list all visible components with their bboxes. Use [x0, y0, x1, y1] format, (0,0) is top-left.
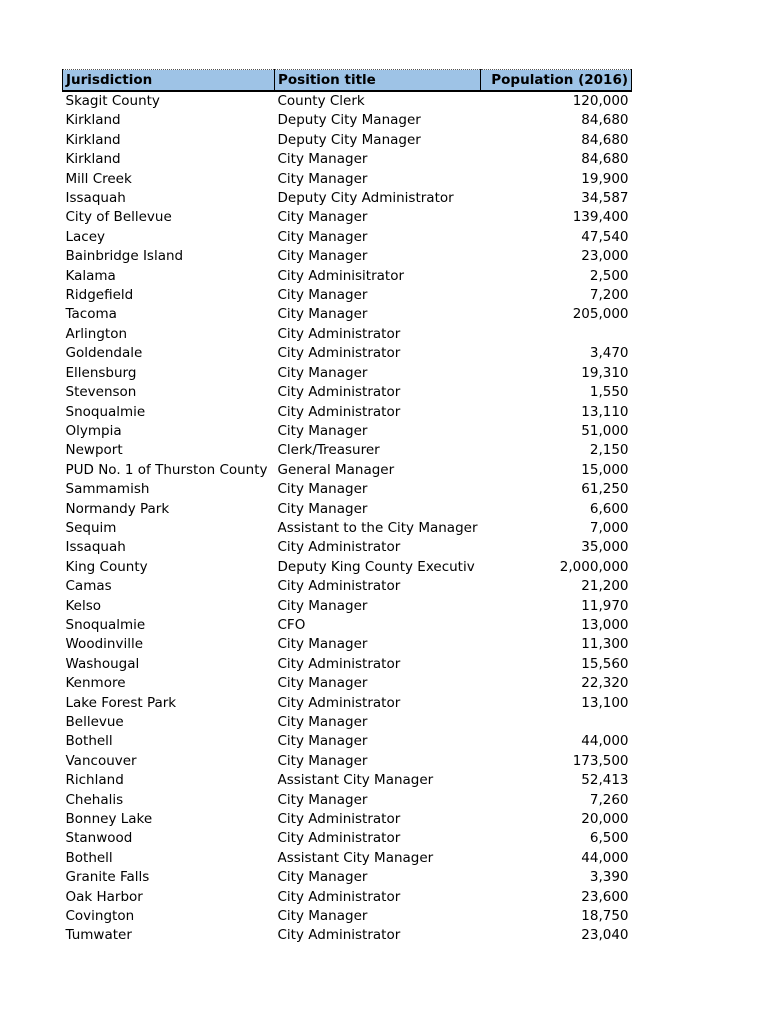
cell-jurisdiction[interactable]: Vancouver — [65, 752, 137, 769]
cell-position-title[interactable]: Deputy King County Executiv — [277, 558, 475, 575]
cell-jurisdiction[interactable]: Stevenson — [65, 384, 137, 401]
cell-position-title[interactable]: City Manager — [277, 422, 368, 439]
cell-position-title[interactable]: City Manager — [277, 869, 368, 886]
table-row — [63, 538, 632, 557]
cell-position-title[interactable]: Assistant to the City Manager — [277, 519, 478, 536]
cell-jurisdiction[interactable]: Washougal — [65, 655, 140, 672]
cell-population[interactable]: 13,000 — [581, 616, 629, 633]
cell-position-title[interactable]: City Manager — [277, 675, 368, 692]
cell-population[interactable]: 15,000 — [581, 461, 629, 478]
cell-jurisdiction[interactable]: Tumwater — [65, 927, 132, 944]
cell-jurisdiction[interactable]: Olympia — [65, 422, 122, 439]
cell-position-title[interactable]: City Manager — [277, 791, 368, 808]
table-row — [63, 189, 632, 208]
cell-population[interactable]: 173,500 — [572, 752, 629, 769]
cell-position-title[interactable]: City Administrator — [277, 694, 401, 711]
cell-population[interactable]: 84,680 — [581, 112, 629, 129]
cell-position-title[interactable]: City Adminisitrator — [277, 267, 405, 284]
cell-jurisdiction[interactable]: Granite Falls — [65, 869, 150, 886]
cell-position-title[interactable]: City Administrator — [277, 655, 401, 672]
cell-jurisdiction[interactable]: Sammamish — [65, 481, 150, 498]
cell-position-title[interactable]: City Administrator — [277, 927, 401, 944]
table-row — [63, 810, 632, 829]
cell-position-title[interactable]: General Manager — [277, 461, 395, 478]
cell-population[interactable]: 44,000 — [581, 733, 629, 750]
cell-position-title[interactable]: Assistant City Manager — [277, 772, 434, 789]
cell-population[interactable] — [481, 325, 632, 344]
cell-population[interactable]: 44,000 — [581, 849, 629, 866]
table-row — [63, 480, 632, 499]
cell-population[interactable]: 84,680 — [581, 151, 629, 168]
cell-jurisdiction[interactable]: Mill Creek — [65, 170, 132, 187]
cell-position-title[interactable]: Clerk/Treasurer — [277, 442, 380, 459]
cell-population[interactable]: 3,470 — [589, 345, 629, 362]
table-row — [63, 150, 632, 169]
table-row — [63, 344, 632, 363]
table-row — [63, 791, 632, 810]
table-row — [63, 752, 632, 771]
table-row — [63, 519, 632, 538]
cell-jurisdiction[interactable]: Richland — [65, 772, 124, 789]
cell-population[interactable]: 23,040 — [581, 927, 629, 944]
cell-population[interactable]: 3,390 — [589, 869, 629, 886]
table-row — [63, 131, 632, 150]
cell-jurisdiction[interactable]: Skagit County — [65, 93, 160, 109]
cell-jurisdiction[interactable]: Bainbridge Island — [65, 248, 184, 265]
table-row — [63, 694, 632, 713]
cell-jurisdiction[interactable]: Tacoma — [65, 306, 117, 323]
table-row — [63, 500, 632, 519]
table-row — [63, 597, 632, 616]
cell-jurisdiction[interactable]: PUD No. 1 of Thurston County — [65, 461, 268, 478]
table-row — [63, 208, 632, 227]
table-row — [63, 111, 632, 130]
table-row — [63, 364, 632, 383]
table-row — [63, 849, 632, 868]
cell-population[interactable]: 139,400 — [572, 209, 629, 226]
cell-population[interactable]: 15,560 — [581, 655, 629, 672]
table-body — [63, 91, 632, 946]
cell-population[interactable]: 52,413 — [581, 772, 629, 789]
cell-position-title[interactable]: CFO — [277, 616, 306, 633]
table-row — [63, 170, 632, 189]
cell-jurisdiction[interactable]: Lacey — [65, 228, 106, 245]
cell-position-title[interactable]: Deputy City Administrator — [277, 190, 454, 207]
cell-jurisdiction[interactable]: Newport — [65, 442, 123, 459]
table-row — [63, 403, 632, 422]
cell-position-title[interactable]: City Manager — [277, 228, 368, 245]
cell-position-title[interactable]: City Administrator — [277, 345, 401, 362]
table-row — [63, 829, 632, 848]
table-row — [63, 441, 632, 460]
cell-population[interactable]: 84,680 — [581, 131, 629, 148]
cell-jurisdiction[interactable]: Lake Forest Park — [65, 694, 177, 711]
table-row — [63, 635, 632, 654]
cell-jurisdiction[interactable]: Goldendale — [65, 345, 143, 362]
cell-position-title[interactable]: City Administrator — [277, 325, 401, 342]
table-row — [63, 305, 632, 324]
cell-position-title[interactable]: City Manager — [277, 636, 368, 653]
cell-position-title[interactable]: City Manager — [277, 908, 368, 925]
cell-position-title[interactable]: City Administrator — [277, 888, 401, 905]
cell-jurisdiction[interactable]: Ellensburg — [65, 364, 137, 381]
cell-jurisdiction[interactable]: Bonney Lake — [65, 811, 153, 828]
table-row — [63, 286, 632, 305]
cell-jurisdiction[interactable]: Woodinville — [65, 636, 143, 653]
column-header-position-title[interactable]: Position title — [275, 70, 481, 92]
cell-position-title[interactable]: City Administrator — [277, 830, 401, 847]
cell-population[interactable]: 34,587 — [581, 190, 629, 207]
cell-jurisdiction[interactable]: Kirkland — [65, 151, 121, 168]
cell-population[interactable]: 6,600 — [589, 500, 629, 517]
cell-population[interactable]: 13,110 — [581, 403, 629, 420]
table-row — [63, 558, 632, 577]
table-row — [63, 325, 632, 344]
cell-jurisdiction[interactable]: Snoqualmie — [65, 616, 146, 633]
cell-position-title[interactable]: City Manager — [277, 151, 368, 168]
table-row — [63, 577, 632, 596]
column-header-jurisdiction[interactable]: Jurisdiction — [63, 70, 275, 92]
table-row — [63, 422, 632, 441]
cell-jurisdiction[interactable]: Kenmore — [65, 675, 126, 692]
cell-population[interactable]: 19,310 — [581, 364, 629, 381]
cell-population[interactable]: 7,000 — [589, 519, 629, 536]
cell-jurisdiction[interactable]: Stanwood — [65, 830, 133, 847]
cell-population[interactable]: 7,200 — [589, 287, 629, 304]
table-row — [63, 228, 632, 247]
cell-jurisdiction[interactable]: Normandy Park — [65, 500, 170, 517]
table-row — [63, 888, 632, 907]
table-row — [63, 616, 632, 635]
cell-population[interactable]: 13,100 — [581, 694, 629, 711]
cell-population[interactable]: 1,550 — [589, 384, 629, 401]
cell-population[interactable]: 18,750 — [581, 908, 629, 925]
cell-position-title[interactable]: City Administrator — [277, 578, 401, 595]
cell-population[interactable]: 11,970 — [581, 597, 629, 614]
cell-jurisdiction[interactable]: Kelso — [65, 597, 102, 614]
table-row — [63, 461, 632, 480]
cell-population[interactable]: 2,500 — [589, 267, 629, 284]
cell-position-title[interactable]: City Manager — [277, 209, 368, 226]
cell-jurisdiction[interactable]: Chehalis — [65, 791, 124, 808]
cell-population[interactable]: 47,540 — [581, 228, 629, 245]
cell-jurisdiction[interactable]: Bellevue — [65, 714, 124, 730]
cell-position-title[interactable]: City Manager — [277, 248, 368, 265]
table-row — [63, 713, 632, 732]
table-row — [63, 247, 632, 266]
cell-position-title[interactable]: City Administrator — [277, 384, 401, 401]
cell-position-title[interactable]: City Manager — [277, 714, 368, 730]
cell-jurisdiction[interactable]: City of Bellevue — [65, 209, 172, 226]
table-row — [63, 91, 632, 111]
cell-population[interactable]: 2,000,000 — [559, 558, 629, 575]
cell-population[interactable]: 20,000 — [581, 811, 629, 828]
cell-position-title[interactable]: City Administrator — [277, 403, 401, 420]
cell-position-title[interactable]: City Manager — [277, 500, 368, 517]
table-row — [63, 655, 632, 674]
cell-population[interactable] — [481, 713, 632, 732]
cell-jurisdiction[interactable]: Bothell — [65, 849, 113, 866]
cell-jurisdiction[interactable]: Oak Harbor — [65, 888, 143, 905]
cell-position-title[interactable]: City Manager — [277, 364, 368, 381]
cell-population[interactable]: 23,600 — [581, 888, 629, 905]
cell-position-title[interactable]: City Manager — [277, 733, 368, 750]
cell-position-title[interactable]: City Manager — [277, 306, 368, 323]
cell-jurisdiction[interactable]: Arlington — [65, 325, 128, 342]
cell-population[interactable]: 21,200 — [581, 578, 629, 595]
table-row — [63, 383, 632, 402]
cell-population[interactable]: 11,300 — [581, 636, 629, 653]
cell-position-title[interactable]: Deputy City Manager — [277, 112, 421, 129]
cell-jurisdiction[interactable]: Kirkland — [65, 131, 121, 148]
table-row — [63, 868, 632, 887]
cell-population[interactable]: 22,320 — [581, 675, 629, 692]
cell-population[interactable]: 51,000 — [581, 422, 629, 439]
cell-position-title[interactable]: Deputy City Manager — [277, 131, 421, 148]
cell-population[interactable]: 6,500 — [589, 830, 629, 847]
cell-position-title[interactable]: Assistant City Manager — [277, 849, 434, 866]
cell-position-title[interactable]: City Manager — [277, 597, 368, 614]
cell-jurisdiction[interactable]: Covington — [65, 908, 135, 925]
cell-population[interactable]: 120,000 — [572, 93, 629, 109]
cell-population[interactable]: 19,900 — [581, 170, 629, 187]
column-header-population[interactable]: Population (2016) — [481, 70, 632, 92]
cell-population[interactable]: 23,000 — [581, 248, 629, 265]
cell-jurisdiction[interactable]: Issaquah — [65, 190, 126, 207]
table-row — [63, 907, 632, 926]
cell-population[interactable]: 61,250 — [581, 481, 629, 498]
cell-population[interactable]: 7,260 — [589, 791, 629, 808]
cell-position-title[interactable]: City Manager — [277, 481, 368, 498]
table-row — [63, 926, 632, 945]
cell-jurisdiction[interactable]: King County — [65, 558, 148, 575]
table-row — [63, 732, 632, 751]
cell-population[interactable]: 205,000 — [572, 306, 629, 323]
cell-jurisdiction[interactable]: Issaquah — [65, 539, 126, 556]
cell-population[interactable]: 2,150 — [589, 442, 629, 459]
cell-jurisdiction[interactable]: Sequim — [65, 519, 117, 536]
cell-jurisdiction[interactable]: Ridgefield — [65, 287, 134, 304]
cell-position-title[interactable]: City Manager — [277, 287, 368, 304]
cell-position-title[interactable]: City Administrator — [277, 811, 401, 828]
cell-position-title[interactable]: City Manager — [277, 170, 368, 187]
cell-jurisdiction[interactable]: Kalama — [65, 267, 116, 284]
table-row — [63, 771, 632, 790]
cell-population[interactable]: 35,000 — [581, 539, 629, 556]
jurisdiction-table — [62, 69, 632, 946]
table-row — [63, 674, 632, 693]
header-row — [63, 70, 632, 92]
cell-position-title[interactable]: County Clerk — [277, 93, 365, 109]
cell-jurisdiction[interactable]: Snoqualmie — [65, 403, 146, 420]
cell-jurisdiction[interactable]: Bothell — [65, 733, 113, 750]
cell-jurisdiction[interactable]: Camas — [65, 578, 112, 595]
table-row — [63, 267, 632, 286]
cell-jurisdiction[interactable]: Kirkland — [65, 112, 121, 129]
cell-position-title[interactable]: City Manager — [277, 752, 368, 769]
cell-position-title[interactable]: City Administrator — [277, 539, 401, 556]
